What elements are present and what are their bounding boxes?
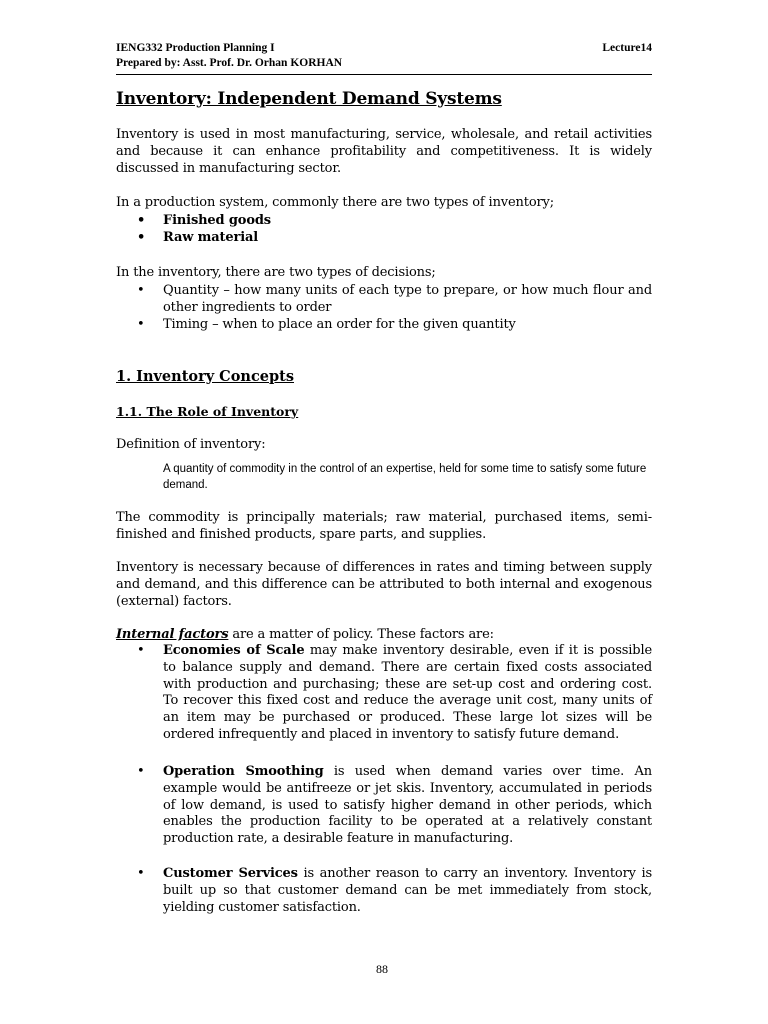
list-item: • Quantity – how many units of each type to prepare, or how much flour and other ingredients to order	[137, 283, 652, 315]
factor-operation-smoothing: Operation Smoothing is used when demand varies over time. An example would be antifreeze or jet skis. Inventory, accumulated in periods of low demand, is used to satisfy higher demand in other periods, which enables the production facility to be operated at a relatively constant production rate, a desirable feature in manufacturing.	[163, 764, 652, 847]
bullet-icon: •	[137, 764, 145, 779]
preparer-text: Prepared by: Asst. Prof. Dr. Orhan KORHAN	[116, 57, 343, 69]
bullet-icon: •	[137, 317, 145, 332]
section-heading-1: 1. Inventory Concepts	[116, 368, 294, 385]
header-rule	[116, 74, 652, 75]
factor-customer-services: Customer Services is another reason to carry an inventory. Inventory is built up so that customer demand can be met immediately from stock, yielding customer satisfaction.	[163, 866, 652, 915]
internal-factors-label: Internal factors	[116, 627, 229, 642]
internal-factors-intro: Internal factors are a matter of policy. These factors are:	[116, 627, 494, 642]
list-item: • Raw material	[137, 230, 259, 245]
definition-quote: A quantity of commodity in the control of an expertise, held for some time to satisfy some future demand.	[163, 463, 647, 491]
page-title: Inventory: Independent Demand Systems	[116, 89, 502, 109]
factor-economies-of-scale: Economies of Scale may make inventory desirable, even if it is possible to balance supply and demand. There are certain fixed costs associated with production and purchasing; these are set-up cost and ordering cost. To recover this fixed cost and reduce the average unit cost, many units of an item may be purchased or produced. These large lot sizes will be ordered infrequently and placed in inventory to satisfy future demand.	[163, 643, 652, 742]
bullet-icon: •	[137, 643, 145, 658]
inventory-types-list	[137, 212, 271, 246]
decisions-intro: In the inventory, there are two types of decisions;	[116, 265, 436, 280]
page-number: 88	[376, 962, 388, 976]
list-item: • Finished goods	[137, 213, 271, 228]
subsection-heading-1-1: 1.1. The Role of Inventory	[116, 404, 299, 419]
bullet-icon: •	[137, 230, 146, 245]
decisions-list	[137, 282, 652, 333]
bullet-icon: •	[137, 866, 145, 881]
header-course-line	[116, 42, 652, 54]
commodity-paragraph: The commodity is principally materials; raw material, purchased items, semi-finished and finished products, spare parts, and supplies.	[116, 510, 652, 542]
list-item: • Timing – when to place an order for the given quantity	[137, 317, 516, 332]
header-preparer-line	[116, 57, 652, 69]
types-intro: In a production system, commonly there are two types of inventory;	[116, 195, 554, 210]
course-title: IENG332 Production Planning I	[116, 42, 275, 54]
definition-label: Definition of inventory:	[116, 437, 266, 452]
bullet-icon: •	[137, 283, 145, 298]
bullet-icon: •	[137, 213, 146, 228]
lecture-label: Lecture14	[602, 42, 652, 54]
necessity-paragraph: Inventory is necessary because of differences in rates and timing between supply and demand, and this difference can be attributed to both internal and exogenous (external) factors.	[116, 560, 652, 609]
intro-paragraph: Inventory is used in most manufacturing, service, wholesale, and retail activities and because it can enhance profitability and competitiveness. It is widely discussed in manufacturing sector.	[116, 127, 652, 176]
